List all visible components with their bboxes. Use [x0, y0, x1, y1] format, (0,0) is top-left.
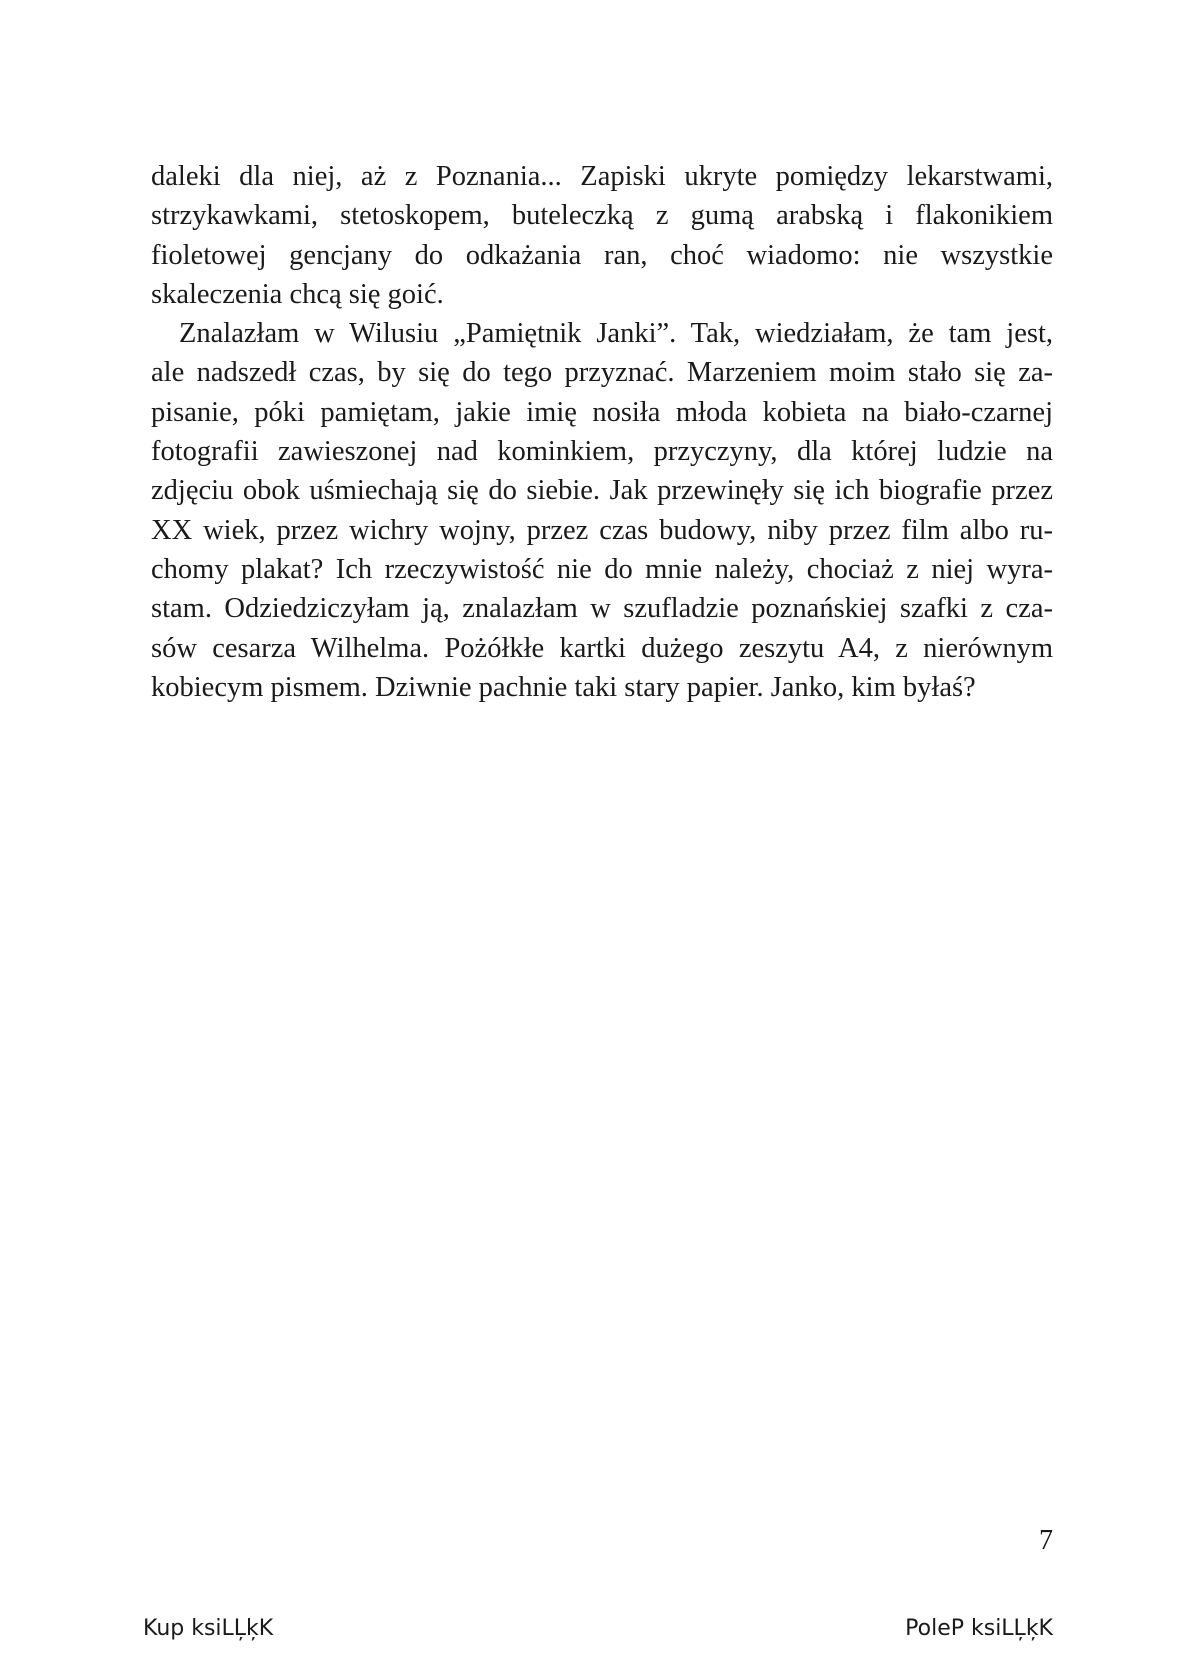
text-line: XX wiek, przez wichry wojny, przez czas budowy, niby przez film albo ru-: [151, 514, 1053, 546]
footer-buy-link[interactable]: Kup ksiLĻķK: [143, 1616, 274, 1641]
text-line: strzykawkami, stetoskopem, buteleczką z gumą arabską i flakonikiem: [151, 200, 1053, 232]
text-line: zdjęciu obok uśmiechają się do siebie. Jak przewinęły się ich biografie przez: [151, 475, 1053, 507]
text-line: skaleczenia chcą się goić.: [151, 278, 444, 310]
text-line: pisanie, póki pamiętam, jakie imię nosiła młoda kobieta na biało-czarnej: [151, 396, 1053, 428]
text-line: fotografii zawieszonej nad kominkiem, przyczyny, dla której ludzie na: [151, 436, 1053, 468]
footer-recommend-link[interactable]: PoleP ksiLĻķK: [905, 1616, 1053, 1641]
paragraph-2: [151, 314, 1053, 707]
text-line: daleki dla niej, aż z Poznania... Zapiski ukryte pomiędzy lekarstwami,: [151, 161, 1053, 192]
text-line: kobiecym pismem. Dziwnie pachnie taki stary papier. Janko, kim byłaś?: [151, 671, 976, 703]
page-number: 7: [1039, 1525, 1053, 1556]
text-line: sów cesarza Wilhelma. Pożółkłe kartki dużego zeszytu A4, z nierównym: [151, 632, 1053, 664]
text-line: Znalazłam w Wilusiu „Pamiętnik Janki”. Tak, wiedziałam, że tam jest,: [179, 318, 1053, 350]
body-text: [151, 157, 1053, 707]
text-line: ale nadszedł czas, by się do tego przyznać. Marzeniem moim stało się za-: [151, 357, 1053, 389]
text-line: fioletowej gencjany do odkażania ran, choć wiadomo: nie wszystkie: [151, 239, 1053, 271]
paragraph-1: [151, 157, 1053, 314]
text-line: chomy plakat? Ich rzeczywistość nie do mnie należy, chociaż z niej wyra-: [151, 553, 1053, 585]
text-line: stam. Odziedziczyłam ją, znalazłam w szufladzie poznańskiej szafki z cza-: [151, 593, 1053, 625]
